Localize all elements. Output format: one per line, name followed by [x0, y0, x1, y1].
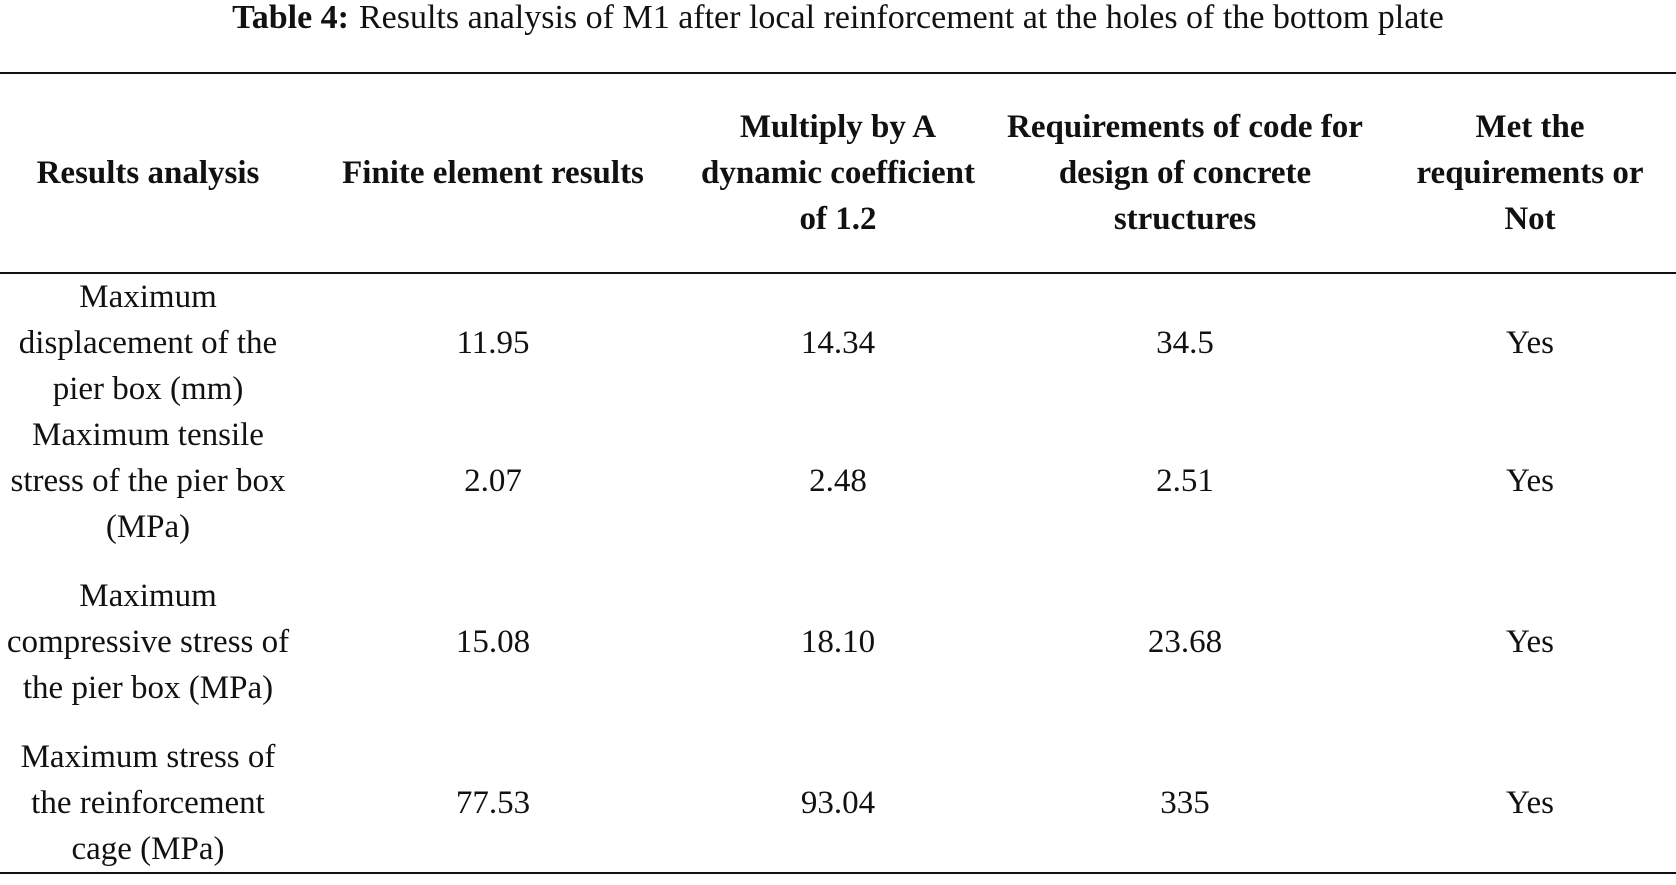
dynamic-value: 14.34 — [800, 325, 876, 361]
code-requirement-value: 335 — [986, 734, 1384, 873]
results-table — [0, 72, 1676, 874]
met-requirement-value: Yes — [1505, 325, 1555, 361]
table-row — [0, 734, 1676, 873]
table-header — [0, 73, 1676, 273]
row-label: Maximum compressive stress of the pier box (MPa) — [6, 578, 290, 706]
dynamic-value: 18.10 — [800, 624, 876, 660]
finite-element-value: 77.53 — [296, 734, 690, 873]
table-title: Results analysis of M1 after local reinforcement at the holes of the bottom plate — [358, 0, 1444, 36]
met-requirement-value: Yes — [1505, 624, 1555, 660]
code-requirement-value: 34.5 — [1156, 325, 1214, 361]
met-requirement-value: Yes — [1384, 734, 1676, 873]
row-label: Maximum stress of the reinforcement cage (MPa) — [0, 734, 296, 873]
header-results-analysis: Results analysis — [0, 73, 296, 273]
table-row — [0, 412, 1676, 550]
finite-element-value: 11.95 — [456, 325, 530, 361]
header-finite-element-results: Finite element results — [296, 73, 690, 273]
code-requirement-value: 23.68 — [1147, 624, 1223, 660]
header-row — [0, 73, 1676, 273]
table-row — [0, 550, 1676, 734]
finite-element-value: 15.08 — [455, 624, 531, 660]
table-label: Table 4: — [232, 0, 349, 36]
dynamic-value: 2.48 — [809, 463, 867, 499]
table-body — [0, 273, 1676, 873]
dynamic-value: 93.04 — [690, 734, 986, 873]
finite-element-value: 2.07 — [464, 463, 522, 499]
row-label: Maximum displacement of the pier box (mm) — [18, 279, 278, 407]
header-code-requirements: Requirements of code for design of concrete structures — [986, 73, 1384, 273]
header-dynamic-coefficient: Multiply by A dynamic coefficient of 1.2 — [690, 73, 986, 273]
code-requirement-value: 2.51 — [1156, 463, 1214, 499]
met-requirement-value: Yes — [1505, 463, 1555, 499]
row-label: Maximum tensile stress of the pier box (MPa) — [10, 417, 286, 545]
table-caption — [0, 0, 1676, 36]
table-row — [0, 273, 1676, 412]
header-met-requirements: Met the requirements or Not — [1384, 73, 1676, 273]
